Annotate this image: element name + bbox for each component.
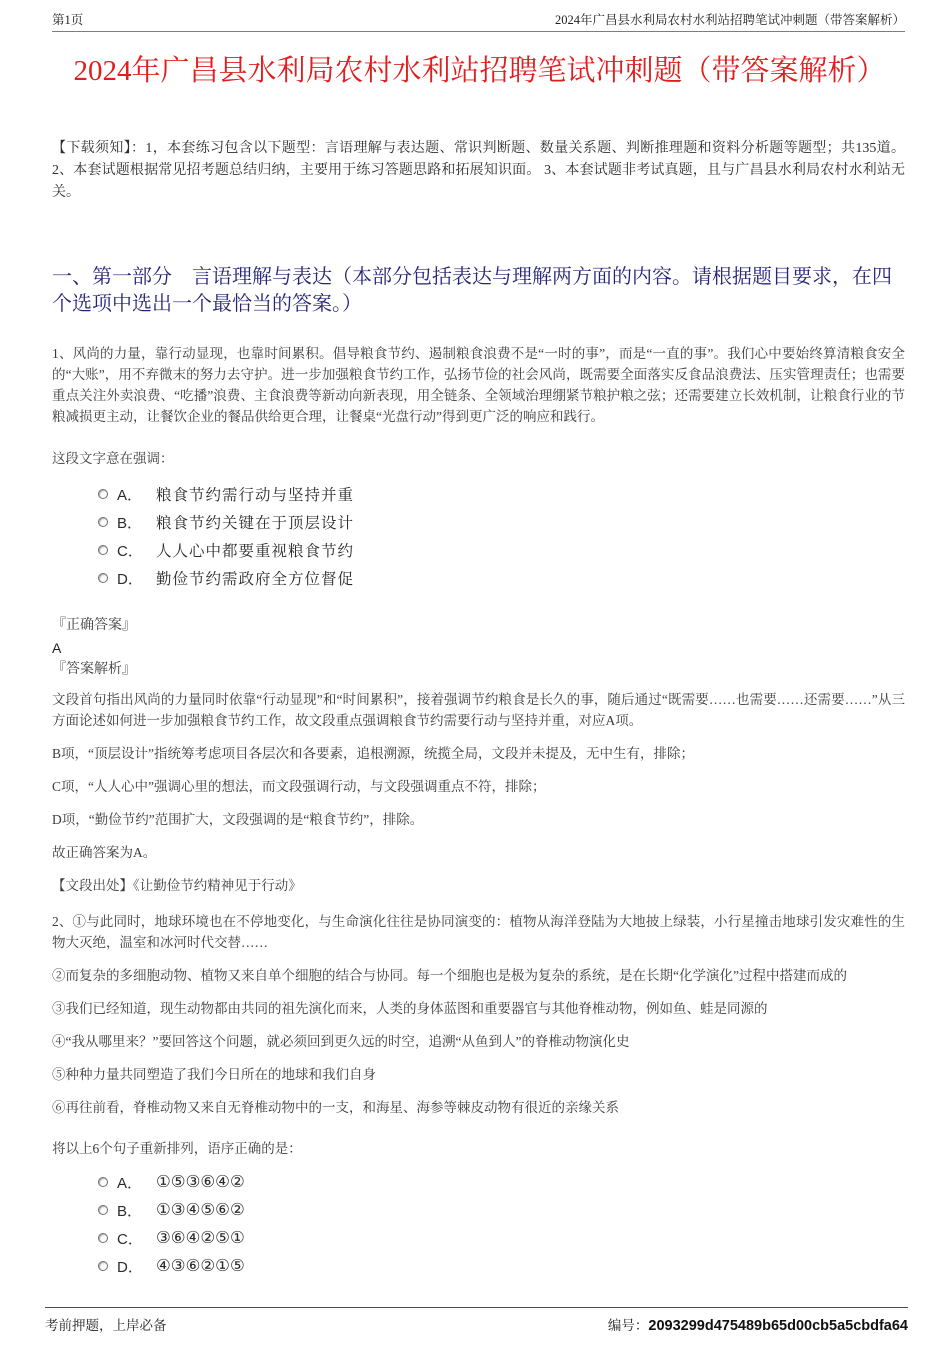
header-running-title: 2024年广昌县水利局农村水利站招聘笔试冲刺题（带答案解析） <box>554 13 905 27</box>
question-2-prompt: 将以上6个句子重新排列，语序正确的是： <box>52 1141 302 1156</box>
question-1 <box>52 343 905 896</box>
option-letter: C． <box>117 1230 143 1248</box>
section-heading: 一、第一部分 言语理解与表达（本部分包括表达与理解两方面的内容。请根据题目要求，在四个选项中选出一个最恰当的答案。） <box>52 266 892 315</box>
option-row-d <box>98 1252 905 1280</box>
page-footer <box>45 1307 908 1334</box>
option-letter: B． <box>117 514 143 532</box>
download-notice: 【下载须知】：1，本套练习包含以下题型：言语理解与表达题、常识判断题、数量关系题、判断推理题和资料分析题等题型；共135道。 2、本套试题根据常见招考题总结归纳，主要用于练习答题思路和拓展知识面。 3、本套试题非考试真题，且与广昌县水利局农村水利站无关。 <box>52 141 905 200</box>
option-letter: D． <box>117 570 143 588</box>
option-letter: B． <box>117 1202 143 1220</box>
radio-button-c[interactable] <box>98 1233 108 1243</box>
question-1-options <box>98 480 905 592</box>
answer-block <box>52 615 905 681</box>
q2-sentence: ④“我从哪里来？”要回答这个问题，就必须回到更久远的时空，追溯“从鱼到人”的脊椎动物演化史 <box>52 1034 630 1049</box>
radio-button-b[interactable] <box>98 1205 108 1215</box>
option-row-c <box>98 1224 905 1252</box>
analysis-label: 『答案解析』 <box>52 662 136 677</box>
option-row-c <box>98 536 905 564</box>
option-text: ③⑥④②⑤① <box>156 1228 245 1247</box>
analysis-paragraph: D项，“勤俭节约”范围扩大，文段强调的是“粮食节约”，排除。 <box>52 812 424 827</box>
option-row-b <box>98 1196 905 1224</box>
option-text: 人人心中都要重视粮食节约 <box>156 543 355 560</box>
passage-source: 【文段出处】《让勤俭节约精神见于行动》 <box>52 878 302 893</box>
radio-button-b[interactable] <box>98 517 108 527</box>
footer-slogan: 考前押题，上岸必备 <box>45 1318 167 1333</box>
question-1-prompt: 这段文字意在强调： <box>52 451 174 466</box>
option-row-d <box>98 564 905 592</box>
correct-answer-value: A <box>52 640 62 656</box>
q2-sentence: ②而复杂的多细胞动物、植物又来自单个细胞的结合与协同。每一个细胞也是极为复杂的系统，是在长期“化学演化”过程中搭建而成的 <box>52 968 847 983</box>
analysis-paragraph: C项，“人人心中”强调心里的想法，而文段强调行动，与文段强调重点不符，排除； <box>52 779 546 794</box>
question-1-stem: 1、风尚的力量，靠行动显现，也靠时间累积。倡导粮食节约、遏制粮食浪费不是“一时的事”，而是“一直的事”。我们心中要始终算清粮食安全的“大账”，用不弃微末的努力去守护。进一步加强粮食节约工作，弘扬节俭的社会风尚，既需要全面落实反食品浪费法、压实管理责任；也需要重点关注外卖浪费、“吃播”浪费、主食浪费等新动向新表现，用全链条、全领域治理绷紧节粮护粮之弦；还需要建立长效机制，让粮食行业的节粮减损更主动，让餐饮企业的餐品供给更合理，让餐桌“光盘行动”得到更广泛的响应和践行。 <box>52 346 905 424</box>
analysis-paragraph: 文段首句指出风尚的力量同时依靠“行动显现”和“时间累积”，接着强调节约粮食是长久的事，随后通过“既需要……也需要……还需要……”从三方面论述如何进一步加强粮食节约工作，故文段重点强调粮食节约需要行动与坚持并重，对应A项。 <box>52 692 905 728</box>
q2-sentence: ③我们已经知道，现生动物都由共同的祖先演化而来，人类的身体蓝图和重要器官与其他脊椎动物，例如鱼、蛙是同源的 <box>52 1001 768 1016</box>
analysis-section <box>52 689 905 863</box>
option-row-b <box>98 508 905 536</box>
q2-sentence: ⑤种种力量共同塑造了我们今日所在的地球和我们自身 <box>52 1067 376 1082</box>
option-letter: A． <box>117 486 143 504</box>
document-id-value: 2093299d475489b65d00cb5a5cbdfa64 <box>648 1318 908 1334</box>
q2-sentence: 2、①与此同时，地球环境也在不停地变化，与生命演化往往是协同演变的：植物从海洋登陆为大地披上绿装，小行星撞击地球引发灾难性的生物大灭绝，温室和冰河时代交替…… <box>52 914 905 950</box>
radio-button-a[interactable] <box>98 1177 108 1187</box>
page-number: 第1页 <box>52 13 84 27</box>
option-text: 勤俭节约需政府全方位督促 <box>156 571 355 588</box>
option-text: 粮食节约关键在于顶层设计 <box>156 515 355 532</box>
radio-button-d[interactable] <box>98 1261 108 1271</box>
option-text: 粮食节约需行动与坚持并重 <box>156 487 355 504</box>
option-row-a <box>98 1168 905 1196</box>
radio-button-c[interactable] <box>98 545 108 555</box>
document-id-label: 编号： <box>607 1318 649 1333</box>
option-letter: D． <box>117 1258 143 1276</box>
q2-sentence: ⑥再往前看，脊椎动物又来自无脊椎动物中的一支，和海星、海参等棘皮动物有很近的亲缘关系 <box>52 1100 619 1115</box>
radio-button-d[interactable] <box>98 573 108 583</box>
page-header <box>52 0 905 32</box>
document-title: 2024年广昌县水利局农村水利站招聘笔试冲刺题（带答案解析） <box>73 55 886 87</box>
option-text: ①③④⑤⑥② <box>156 1200 245 1219</box>
document-id <box>608 1314 908 1334</box>
option-text: ④③⑥②①⑤ <box>156 1256 245 1275</box>
correct-answer-label: 『正确答案』 <box>52 618 136 633</box>
analysis-paragraph: B项，“顶层设计”指统筹考虑项目各层次和各要素，追根溯源，统揽全局，文段并未提及，无中生有，排除； <box>52 746 694 761</box>
question-2 <box>52 911 905 1280</box>
radio-button-a[interactable] <box>98 489 108 499</box>
option-row-a <box>98 480 905 508</box>
option-text: ①⑤③⑥④② <box>156 1172 245 1191</box>
option-letter: A． <box>117 1174 143 1192</box>
analysis-paragraph: 故正确答案为A。 <box>52 845 157 860</box>
option-letter: C． <box>117 542 143 560</box>
question-2-options <box>98 1168 905 1280</box>
